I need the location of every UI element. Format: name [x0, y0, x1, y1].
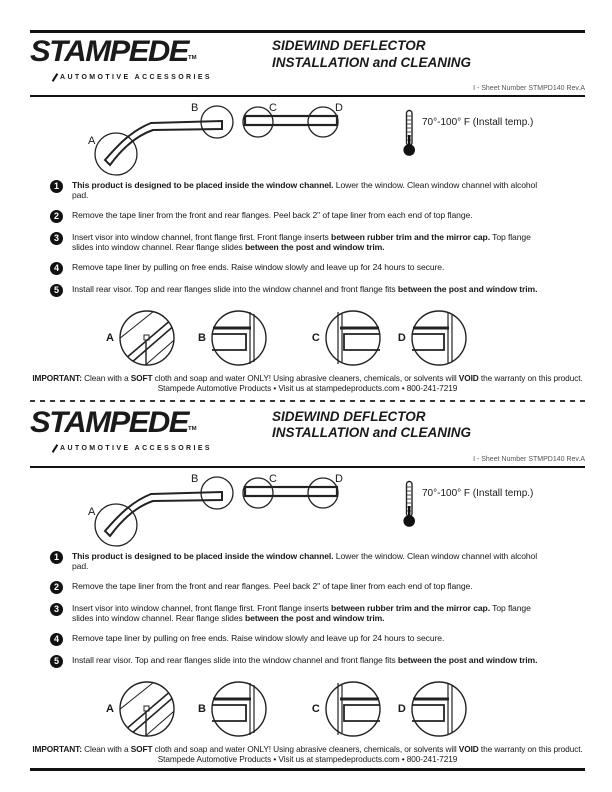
title-line-2: INSTALLATION and CLEANING	[272, 425, 471, 441]
detail-b	[198, 309, 268, 367]
visor-label-a: A	[88, 134, 96, 147]
visor-label-d: D	[335, 472, 343, 485]
dashed-cut-line	[30, 400, 585, 402]
detail-b-label: B	[197, 702, 206, 715]
contact-line: Stampede Automotive Products • Visit us at stampedeproducts.com • 800-241-7219	[157, 383, 458, 394]
document-title	[272, 37, 471, 71]
cleaning-warning-line: IMPORTANT: Clean with a SOFT cloth and soap and water ONLY! Using abrasive cleaners, chemicals, or solvents will VOID the warranty on this product.	[32, 372, 583, 383]
logo-tagline: AUTOMOTIVE ACCESSORIES	[60, 444, 212, 452]
detail-b-diagram	[210, 309, 268, 367]
step-3-number: 3	[50, 603, 63, 616]
front-visor-shape	[105, 492, 222, 536]
step-1	[30, 180, 585, 201]
sheet-number: I - Sheet Number STMPD140 Rev.A	[473, 85, 585, 92]
detail-c-label: C	[311, 331, 320, 344]
step-3-text: Insert visor into window channel, front flange first. Front flange inserts between rubber trim and the mirror cap. Top flange slides into window channel. Rear flange slides between the post and window trim.	[72, 602, 531, 624]
trademark-symbol: TM	[187, 55, 197, 61]
stampede-logo	[30, 34, 266, 82]
logo-tagline: AUTOMOTIVE ACCESSORIES	[60, 74, 212, 81]
contact-line: Stampede Automotive Products • Visit us at stampedeproducts.com • 800-241-7219	[157, 754, 458, 765]
step-1	[30, 551, 585, 572]
visor-label-b: B	[191, 101, 199, 114]
document-title	[272, 408, 471, 442]
rear-visor-shape	[245, 116, 337, 125]
detail-d-diagram	[410, 680, 468, 738]
detail-c	[312, 680, 382, 738]
step-3-text: Insert visor into window channel, front flange first. Front flange inserts between rubber trim and the mirror cap. Top flange slides into window channel. Rear flange slides between the post and window trim.	[72, 231, 531, 253]
step-5-number: 5	[50, 284, 63, 297]
visor-label-a: A	[88, 505, 96, 518]
detail-c	[312, 309, 382, 367]
step-5-text: Install rear visor. Top and rear flanges slide into the window channel and front flange fits between the post and window trim.	[72, 654, 538, 665]
step-2-number: 2	[50, 581, 63, 594]
front-visor-shape	[105, 121, 222, 165]
title-line-1: SIDEWIND DEFLECTOR	[272, 408, 426, 424]
sheet-number: I - Sheet Number STMPD140 Rev.A	[473, 455, 585, 463]
logo-wordmark	[30, 34, 266, 72]
step-5-number: 5	[50, 655, 63, 668]
detail-circles-row	[30, 677, 585, 741]
step-5-text: Install rear visor. Top and rear flanges slide into the window channel and front flange fits between the post and window trim.	[72, 283, 538, 294]
header-rule	[30, 95, 585, 97]
step-2-text: Remove the tape liner from the front and rear flanges. Peel back 2" of tape liner from each end of top flange.	[72, 209, 473, 220]
detail-b-label: B	[197, 331, 206, 344]
visor-diagram	[30, 98, 380, 176]
rear-visor-shape	[245, 487, 337, 496]
detail-b	[198, 680, 268, 738]
logo-slash-mark	[52, 444, 58, 453]
step-1-number: 1	[50, 551, 63, 564]
title-line-2: INSTALLATION and CLEANING	[272, 54, 471, 70]
top-border-bar	[30, 30, 585, 33]
step-4-text: Remove tape liner by pulling on free ends. Raise window slowly and leave up for 24 hours to secure.	[72, 632, 445, 643]
logo-text: STAMPEDE	[30, 34, 188, 68]
visor-diagram-row	[30, 469, 585, 549]
important-footer	[30, 373, 585, 394]
visor-label-c: C	[269, 472, 277, 485]
step-2	[30, 581, 585, 594]
install-temp-note: 70°-100° F (Install temp.)	[422, 487, 534, 499]
detail-circles-row	[30, 306, 585, 370]
step-5	[30, 284, 585, 297]
detail-a-diagram	[118, 680, 176, 738]
step-3	[30, 603, 585, 624]
install-temp-note: 70°-100° F (Install temp.)	[422, 116, 534, 128]
detail-c-diagram	[324, 680, 382, 738]
detail-d-label: D	[397, 331, 406, 344]
sheet-copy-bottom	[30, 404, 585, 765]
detail-d-diagram	[410, 309, 468, 367]
visor-label-d: D	[335, 101, 343, 114]
detail-a-label: A	[106, 331, 114, 344]
detail-a-label: A	[106, 702, 114, 715]
step-1-text: This product is designed to be placed inside the window channel. Lower the window. Clean window channel with alcohol pad.	[72, 550, 538, 572]
step-3	[30, 232, 585, 253]
step-2-number: 2	[50, 210, 63, 223]
detail-a	[106, 680, 176, 738]
trademark-symbol: TM	[187, 425, 197, 432]
instruction-steps	[30, 180, 585, 297]
logo-text: STAMPEDE	[30, 404, 188, 439]
detail-b-diagram	[210, 680, 268, 738]
detail-a	[106, 309, 176, 367]
header	[30, 34, 585, 82]
step-1-text: This product is designed to be placed inside the window channel. Lower the window. Clean window channel with alcohol pad.	[72, 179, 538, 201]
step-4-text: Remove tape liner by pulling on free ends. Raise window slowly and leave up for 24 hours to secure.	[72, 261, 445, 272]
header	[30, 404, 585, 453]
detail-a-diagram	[118, 309, 176, 367]
logo-wordmark	[30, 404, 266, 443]
instruction-steps	[30, 551, 585, 668]
detail-c-diagram	[324, 309, 382, 367]
visor-label-c: C	[269, 101, 277, 114]
detail-c-label: C	[311, 702, 320, 715]
step-2-text: Remove the tape liner from the front and rear flanges. Peel back 2" of tape liner from each end of top flange.	[72, 580, 473, 591]
step-3-number: 3	[50, 232, 63, 245]
detail-d	[398, 680, 468, 738]
visor-diagram	[30, 469, 380, 547]
important-footer	[30, 744, 585, 765]
step-1-number: 1	[50, 180, 63, 193]
thermometer-icon	[402, 480, 417, 528]
step-4-number: 4	[50, 262, 63, 275]
visor-diagram-row	[30, 98, 585, 178]
stampede-logo	[30, 404, 266, 453]
step-4-number: 4	[50, 633, 63, 646]
thermometer-icon	[402, 109, 417, 157]
logo-slash-mark	[52, 73, 58, 82]
step-5	[30, 655, 585, 668]
bottom-border-bar	[30, 768, 585, 771]
step-4	[30, 262, 585, 275]
sheet-copy-top	[30, 34, 585, 394]
detail-d-label: D	[397, 702, 406, 715]
cleaning-warning-line: IMPORTANT: Clean with a SOFT cloth and soap and water ONLY! Using abrasive cleaners, chemicals, or solvents will VOID the warranty on this product.	[32, 743, 583, 754]
step-4	[30, 633, 585, 646]
title-line-1: SIDEWIND DEFLECTOR	[272, 38, 426, 53]
header-rule	[30, 466, 585, 468]
visor-label-b: B	[191, 472, 199, 485]
detail-d	[398, 309, 468, 367]
step-2	[30, 210, 585, 223]
